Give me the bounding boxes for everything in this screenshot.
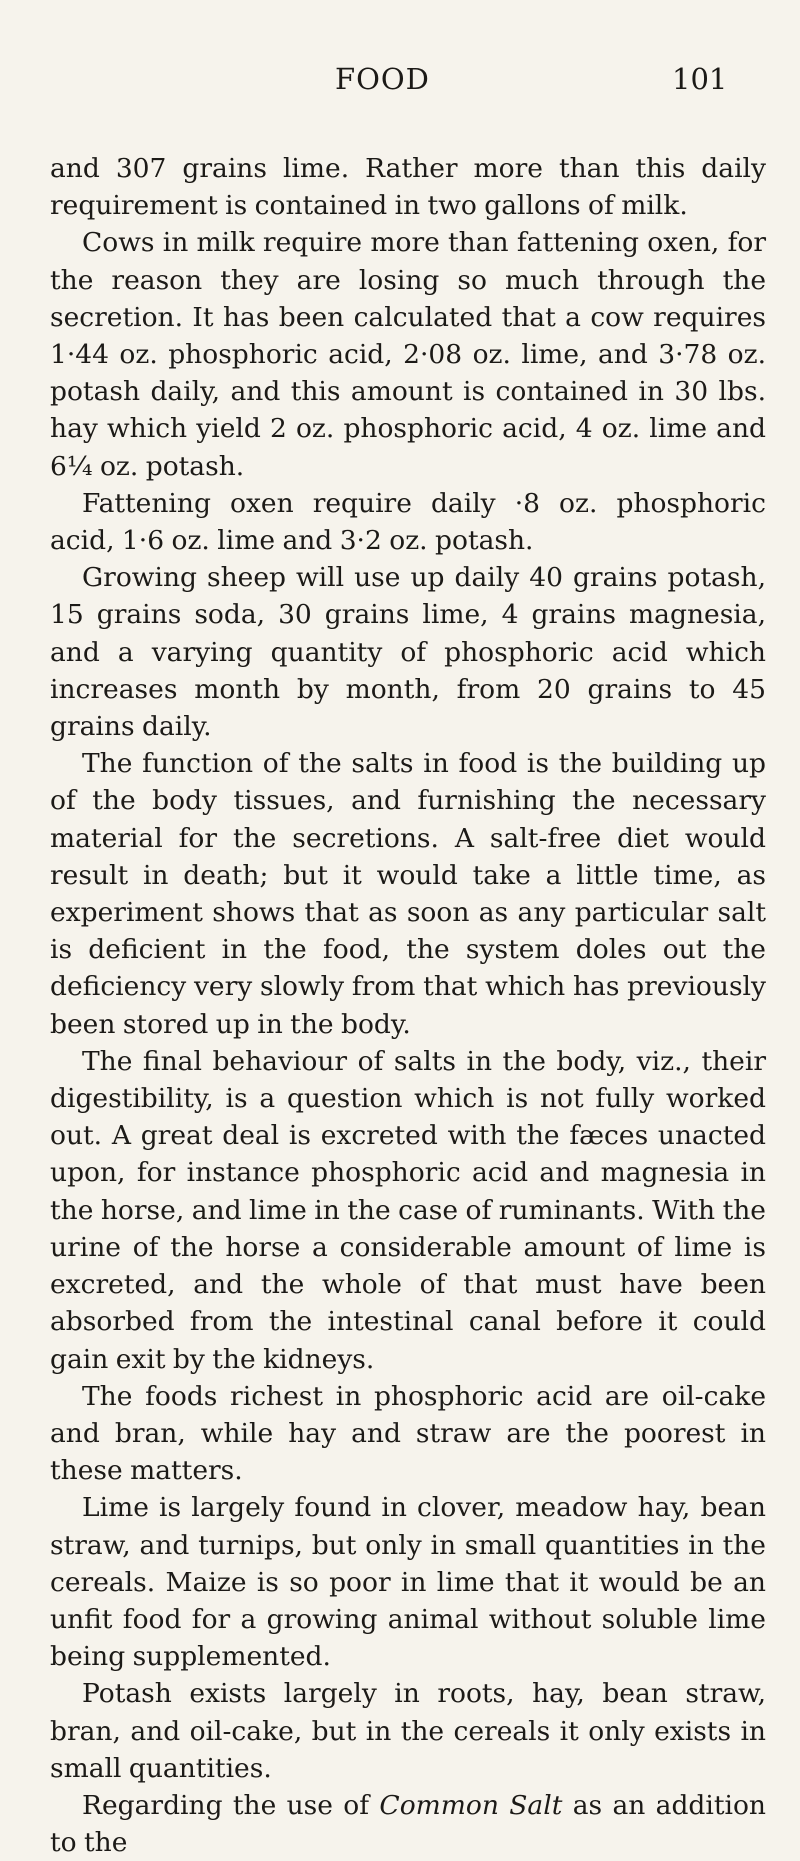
last-paragraph-before: Regarding the use of xyxy=(82,1789,380,1821)
paragraph: Potash exists largely in roots, hay, bean straw, bran, and oil-cake, but in the cereals it only exists in small quantities. xyxy=(50,1678,766,1784)
paragraph: Lime is largely found in clover, meadow hay, bean straw, and turnips, but only in small quantities in the cereals. Maize is so poor in lime that it would be an unfit food for a growing animal without soluble lime being supplemented. xyxy=(50,1492,766,1673)
paragraph: The foods richest in phosphoric acid are oil-cake and bran, while hay and straw are the poorest in these matters. xyxy=(50,1380,766,1487)
running-title: FOOD xyxy=(335,62,430,96)
paragraph: The final behaviour of salts in the body, viz., their digestibility, is a question which is not fully worked out. A great deal is excreted with the fæces unacted upon, for instance phosphoric acid and magnesia in the horse, and lime in the case of ruminants. With the urine of the horse a considerable amount of lime is excreted, and the whole of that must have been absorbed from the intestinal canal before it could gain exit by the kidneys. xyxy=(50,1045,766,1375)
paragraph-last xyxy=(50,1787,766,1861)
paragraph: Growing sheep will use up daily 40 grains potash, 15 grains soda, 30 grains lime, 4 grains magnesia, and a varying quantity of phosphoric acid which increases month by month, from 20 grains to 45 grains daily. xyxy=(50,562,766,743)
paragraph: The function of the salts in food is the building up of the body tissues, and furnishing the necessary material for the secretions. A salt-free diet would result in death; but it would take a little time, as experiment shows that as soon as any particular salt is deficient in the food, the system doles out the deficiency very slowly from that which has previously been stored up in the body. xyxy=(50,748,766,1040)
paragraph: Fattening oxen require daily ·8 oz. phosphoric acid, 1·6 oz. lime and 3·2 oz. potash. xyxy=(50,487,766,557)
body-text xyxy=(50,150,766,1861)
page-number: 101 xyxy=(672,62,728,96)
paragraph: Cows in milk require more than fattening oxen, for the reason they are losing so much through the secretion. It has been calculated that a cow requires 1·44 oz. phosphoric acid, 2·08 oz. lime, and 3·78 oz. potash daily, and this amount is contained in 30 lbs. hay which yield 2 oz. phosphoric acid, 4 oz. lime and 6¼ oz. potash. xyxy=(50,227,766,482)
last-paragraph-after: as an addition to the xyxy=(50,1789,766,1859)
page-header xyxy=(0,62,800,112)
paragraph: and 307 grains lime. Rather more than this daily requirement is contained in two gallons of milk. xyxy=(50,153,766,222)
emphasis-common-salt: Common Salt xyxy=(379,1789,563,1821)
